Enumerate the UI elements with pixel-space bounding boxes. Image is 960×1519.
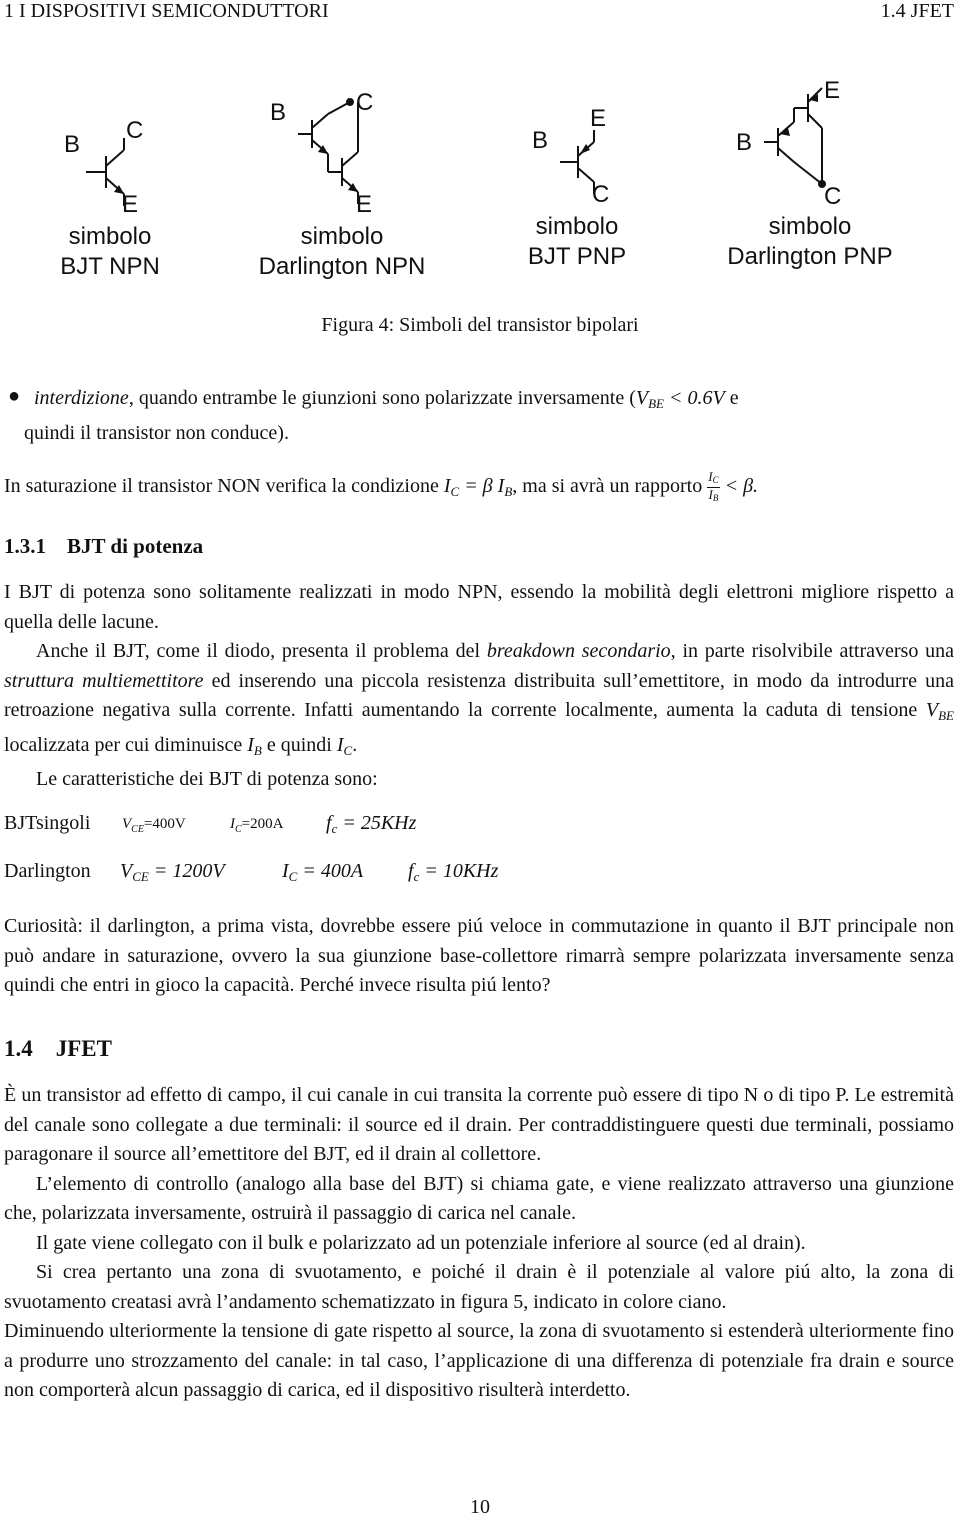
- spec-ic-value: = 400A: [297, 860, 364, 882]
- spec-ic-sub: C: [235, 824, 242, 835]
- spec-fc-value: = 10KHz: [419, 860, 499, 882]
- page-number: 10: [470, 1496, 490, 1518]
- spec-fc: [408, 860, 498, 885]
- symbol-caption-line2: BJT PNP: [527, 243, 627, 270]
- symbol-caption-line1: simbolo: [768, 213, 852, 240]
- p2-math-ib: I: [247, 733, 254, 756]
- paragraph-1: I BJT di potenza sono solitamente realizzati in modo NPN, essendo la mobilità degli elettroni migliore rispetto a quella delle lacune.: [4, 581, 954, 633]
- spec-vce-sub: CE: [132, 869, 149, 884]
- saturation-text-1: In saturazione il transistor NON verifica la condizione: [4, 475, 444, 498]
- spec-row-darlington: [4, 860, 954, 890]
- spec-vce-symbol: V: [120, 860, 133, 882]
- p2-italic-1: breakdown secondario: [486, 640, 671, 662]
- ratio-den: I: [708, 487, 713, 502]
- jfet-paragraph-3: Il gate viene collegato con il bulk e polarizzato ad un potenziale inferiore al source (ed al drain).: [36, 1231, 806, 1254]
- terminal-bottom-label: E: [356, 191, 373, 218]
- spec-vce-value: = 1200V: [148, 860, 225, 882]
- jfet-paragraph-2: L’elemento di controllo (analogo alla base del BJT) si chiama gate, e viene realizzato attraverso una giunzione che, polarizzata inversamente, ostruirà il passaggio di carica nel canale.: [4, 1172, 954, 1224]
- symbol-caption-line2: BJT NPN: [60, 253, 160, 280]
- figure-transistor-symbols: [0, 72, 960, 287]
- symbol-caption-line1: simbolo: [535, 213, 619, 240]
- ratio-num: I: [708, 469, 713, 484]
- spec-fc-symbol: f: [408, 860, 414, 882]
- symbol-caption-line1: simbolo: [68, 223, 152, 250]
- running-header: [0, 0, 960, 26]
- saturation-text-2: , ma si avrà un rapporto: [512, 475, 708, 498]
- bullet-lead: interdizione: [34, 387, 129, 409]
- body-jfet: [4, 1081, 954, 1406]
- p2-italic-2: struttura multiemettitore: [4, 669, 204, 692]
- spec-ic: [230, 816, 283, 835]
- jfet-paragraph-5: Diminuendo ulteriormente la tensione di gate rispetto al source, la zona di svuotamento si estenderà ulteriormente fino a produrre uno strozzamento del canale: in tal caso, l’applicazione di una differenza di potenziale fra drain e source non comporterà alcun passaggio di carica, ed il dispositivo risulterà interdetto.: [4, 1320, 954, 1401]
- paragraph-2: [4, 637, 954, 765]
- section-heading-jfet: [4, 1036, 112, 1062]
- section-number: 1.3.1: [4, 534, 46, 558]
- spec-vce-symbol: V: [122, 816, 132, 832]
- spec-vce: [122, 816, 186, 835]
- header-chapter: 1 I DISPOSITIVI SEMICONDUTTORI: [4, 0, 329, 22]
- spec-fc-symbol: f: [326, 812, 332, 834]
- symbol-darlington-pnp: [700, 72, 920, 287]
- bullet-text-1b: e: [724, 387, 739, 409]
- section-heading-bjt-potenza: [4, 534, 203, 559]
- saturation-math-ic-sub: C: [450, 484, 460, 500]
- saturation-math-ic: I: [443, 475, 451, 498]
- spec-ic-value: =200A: [241, 816, 284, 832]
- spec-fc-sub: c: [413, 869, 420, 884]
- spec-ic-symbol: I: [230, 816, 235, 832]
- terminal-bottom-label: E: [122, 191, 139, 218]
- symbol-caption-line1: simbolo: [300, 223, 384, 250]
- ratio-den-sub: B: [712, 493, 719, 503]
- terminal-top-label: E: [590, 105, 607, 132]
- curiosity-paragraph: [4, 912, 954, 1001]
- saturation-math-beta: = β I: [459, 475, 505, 498]
- spec-ic: [282, 860, 363, 885]
- spec-fc: [326, 812, 416, 837]
- p2-text-4: localizzata per cui diminuisce: [4, 733, 248, 756]
- p2-text-5: e quindi: [261, 733, 337, 756]
- p2-math-ic: I: [336, 733, 344, 756]
- paragraph-3: Le caratteristiche dei BJT di potenza sono:: [36, 768, 378, 790]
- bullet-interdizione: [24, 384, 954, 448]
- p2-text-1: Anche il BJT, come il diodo, presenta il problema del: [36, 640, 487, 662]
- jfet-paragraph-4: Si crea pertanto una zona di svuotamento, e poiché il drain è il potenziale al valore piú alto, la zona di svuotamento creatasi avrà l’andamento schematizzato in figura 5, indicato in colore ciano.: [4, 1261, 954, 1313]
- spec-fc-value: = 25KHz: [337, 812, 417, 834]
- ratio-num-sub: C: [712, 475, 719, 485]
- bullet-math-v: V: [635, 387, 649, 409]
- symbol-bjt-npn: [40, 72, 180, 287]
- spec-ic-symbol: I: [282, 860, 289, 882]
- bullet-dot-icon: ●: [8, 385, 21, 407]
- saturation-ratio: [707, 470, 719, 505]
- p2-math-ic-sub: C: [343, 742, 353, 758]
- section-number: 1.4: [4, 1036, 33, 1061]
- terminal-b-label: B: [64, 131, 81, 158]
- terminal-b-label: B: [532, 127, 549, 154]
- figure-caption: Figura 4: Simboli del transistor bipolari: [321, 314, 639, 336]
- spec-ic-sub: C: [288, 869, 298, 884]
- spec-row-bjt-singoli: [4, 812, 954, 842]
- terminal-b-label: B: [736, 129, 753, 156]
- spec-vce-value: =400V: [143, 816, 186, 832]
- p2-math-vbe: V: [925, 699, 939, 721]
- p2-text-6: .: [352, 733, 358, 756]
- bullet-math-sub: BE: [648, 396, 664, 411]
- spec-label: BJTsingoli: [4, 812, 91, 834]
- terminal-bottom-label: C: [592, 181, 610, 208]
- p2-math-ib-sub: B: [253, 742, 262, 758]
- symbol-bjt-pnp: [502, 72, 652, 287]
- saturation-math-ib-sub: B: [504, 484, 513, 500]
- terminal-top-label: C: [356, 89, 374, 116]
- terminal-bottom-label: C: [824, 183, 842, 210]
- terminal-top-label: E: [824, 77, 841, 104]
- spec-vce: [120, 860, 225, 885]
- p2-math-vbe-sub: BE: [938, 708, 954, 723]
- bullet-text-2: quindi il transistor non conduce).: [24, 421, 289, 444]
- terminal-top-label: C: [126, 117, 144, 144]
- jfet-paragraph-1: È un transistor ad effetto di campo, il cui canale in cui transita la corrente può essere di tipo N o di tipo P. Le estremità del canale sono collegate a due terminali: il source ed il drain. Per contraddistinguere questi due terminali, possiamo paragonare il source all’emettitore del BJT, ed il drain al collettore.: [4, 1084, 954, 1165]
- symbol-caption-line2: Darlington NPN: [258, 253, 426, 280]
- body-bjt-potenza: [4, 578, 954, 795]
- header-section: 1.4 JFET: [880, 0, 954, 22]
- bullet-text-1: , quando entrambe le giunzioni sono polarizzate inversamente (: [128, 387, 636, 409]
- symbol-caption-line2: Darlington PNP: [727, 243, 893, 270]
- spec-vce-sub: CE: [131, 824, 144, 835]
- section-title: BJT di potenza: [67, 534, 204, 558]
- saturation-paragraph: [4, 470, 954, 507]
- terminal-b-label: B: [270, 99, 287, 126]
- p2-text-3: ed inserendo una piccola resistenza distribuita sull’emettitore, in modo da introdurre una retroazione negativa sulla corrente. Infatti aumentando la corrente localmente, aumenta la caduta di tensione: [4, 669, 954, 721]
- symbol-darlington-npn: [232, 72, 452, 287]
- bullet-math-value: < 0.6V: [663, 387, 725, 409]
- p2-text-2: , in parte risolvibile attraverso una: [670, 640, 955, 662]
- spec-fc-sub: c: [331, 821, 338, 836]
- spec-label: Darlington: [4, 860, 91, 882]
- section-title: JFET: [55, 1036, 112, 1061]
- paragraph-4: Curiosità: il darlington, a prima vista, dovrebbe essere piú veloce in commutazione in quanto il BJT principale non può andare in saturazione, ovvero la sua giunzione base-collettore rimarrà sempre polarizzata inversamente senza quindi che entri in gioco la capacità. Perché invece risulta piú lento?: [4, 915, 954, 996]
- saturation-text-3: < β.: [719, 475, 759, 498]
